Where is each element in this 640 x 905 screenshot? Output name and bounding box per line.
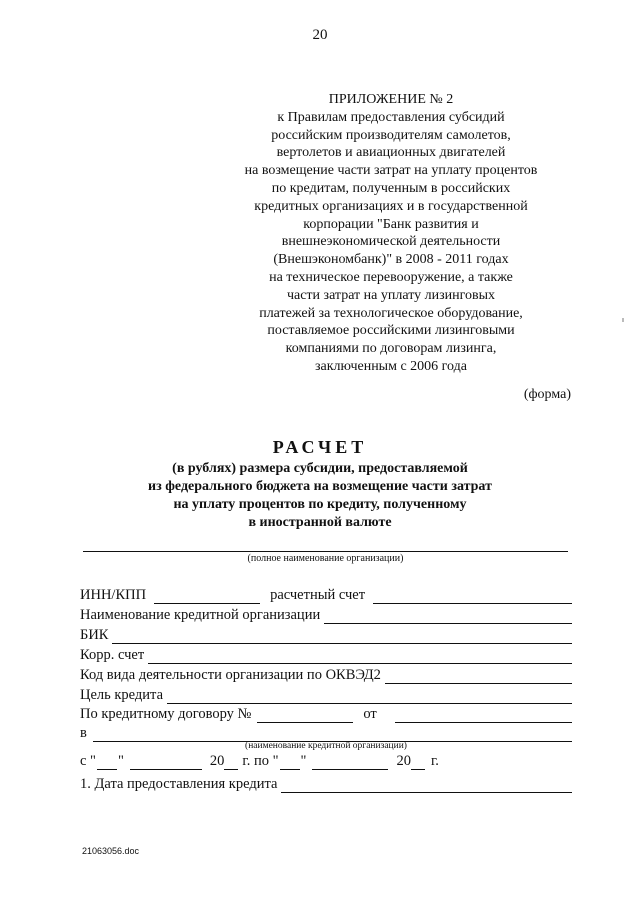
appendix-line: компаниями по договорам лизинга,	[285, 341, 497, 357]
appendix-line: части затрат на уплату лизинговых	[286, 287, 496, 303]
credit-org-caption: (наименование кредитной организации)	[245, 741, 407, 751]
contract-date-field[interactable]	[395, 708, 572, 723]
start-year-prefix: 20	[209, 753, 225, 769]
credit-contract-row	[80, 703, 572, 723]
credit-contract-number-field[interactable]	[257, 708, 353, 723]
bik-field[interactable]	[112, 629, 572, 644]
credit-date-field[interactable]	[281, 778, 572, 793]
start-year-field[interactable]	[224, 755, 238, 770]
appendix-line: (Внешэкономбанк)" в 2008 - 2011 годах	[273, 252, 509, 268]
file-name: 21063056.doc	[82, 846, 140, 856]
period-row	[80, 750, 572, 770]
appendix-title: ПРИЛОЖЕНИЕ № 2	[328, 92, 454, 107]
corr-account-row	[80, 644, 572, 664]
account-label: расчетный счет	[270, 587, 366, 603]
end-year-prefix: 20	[396, 753, 411, 769]
appendix-line: поставляемое российскими лизинговыми	[267, 323, 515, 339]
corr-account-field[interactable]	[148, 649, 572, 664]
form-label: (форма)	[523, 387, 571, 402]
end-year-field[interactable]	[411, 755, 425, 770]
okved-label: Код вида деятельности организации по ОКВЭД2	[80, 667, 381, 683]
credit-org-name-label: Наименование кредитной организации	[80, 607, 321, 623]
start-month-field[interactable]	[130, 755, 202, 770]
appendix-line: заключенным с 2006 года	[314, 358, 467, 374]
appendix-line: на техническое перевооружение, а также	[269, 269, 513, 285]
appendix-line: платежей за технологическое оборудование,	[259, 305, 523, 321]
credit-org-row	[80, 604, 572, 624]
credit-contract-label: По кредитному договору №	[80, 706, 252, 722]
appendix-line: российским производителям самолетов,	[271, 127, 511, 143]
appendix-line: к Правилам предоставления субсидий	[277, 109, 505, 125]
appendix-line: корпорации "Банк развития и	[303, 216, 479, 232]
appendix-line: внешнеэкономической деятельности	[281, 234, 501, 250]
subtitle-line: (в рублях) размера субсидии, предоставляемой	[172, 461, 468, 476]
bik-row	[80, 624, 572, 644]
organization-name-caption: (полное наименование организации)	[247, 553, 404, 564]
end-year-suffix: г.	[430, 753, 439, 769]
credit-org-in-field[interactable]	[93, 727, 572, 742]
credit-org-name-field[interactable]	[324, 609, 572, 624]
document-subtitle	[100, 460, 540, 532]
scan-mark	[622, 318, 624, 322]
subtitle-line: на уплату процентов по кредиту, полученному	[173, 497, 467, 512]
period-from-prefix: с "	[80, 753, 96, 769]
appendix-line: на возмещение части затрат на уплату процентов	[244, 163, 538, 179]
inn-kpp-field[interactable]	[154, 589, 260, 604]
subtitle-line: из федерального бюджета на возмещение части затрат	[148, 479, 492, 494]
page-number: 20	[312, 27, 328, 43]
inn-account-row	[80, 584, 572, 604]
credit-goal-field[interactable]	[167, 689, 572, 704]
inn-kpp-label: ИНН/КПП	[80, 587, 147, 603]
from-label: от	[363, 706, 377, 722]
start-day-field[interactable]	[97, 755, 117, 770]
account-field[interactable]	[373, 589, 572, 604]
appendix-header	[232, 91, 550, 376]
okved-row	[80, 664, 572, 684]
in-label: в	[80, 725, 87, 741]
document-title: РАСЧЕТ	[272, 437, 368, 457]
period-to-label: г. по "	[242, 753, 279, 769]
appendix-line: по кредитам, полученным в российских	[271, 180, 511, 196]
corr-account-label: Корр. счет	[80, 647, 145, 663]
credit-date-row	[80, 773, 572, 793]
credit-goal-row	[80, 684, 572, 704]
period-quote: "	[300, 753, 307, 769]
period-quote: "	[117, 753, 124, 769]
appendix-line: кредитных организациях и в государственной	[254, 198, 528, 214]
credit-goal-label: Цель кредита	[80, 687, 164, 703]
credit-org-in-row	[80, 722, 572, 742]
okved-field[interactable]	[385, 669, 572, 684]
end-month-field[interactable]	[312, 755, 388, 770]
item-1-label: 1. Дата предоставления кредита	[80, 776, 278, 792]
organization-name-field[interactable]	[83, 551, 568, 552]
appendix-line: вертолетов и авиационных двигателей	[276, 145, 506, 161]
end-day-field[interactable]	[280, 755, 300, 770]
subtitle-line: в иностранной валюте	[248, 515, 392, 530]
bik-label: БИК	[80, 627, 109, 643]
